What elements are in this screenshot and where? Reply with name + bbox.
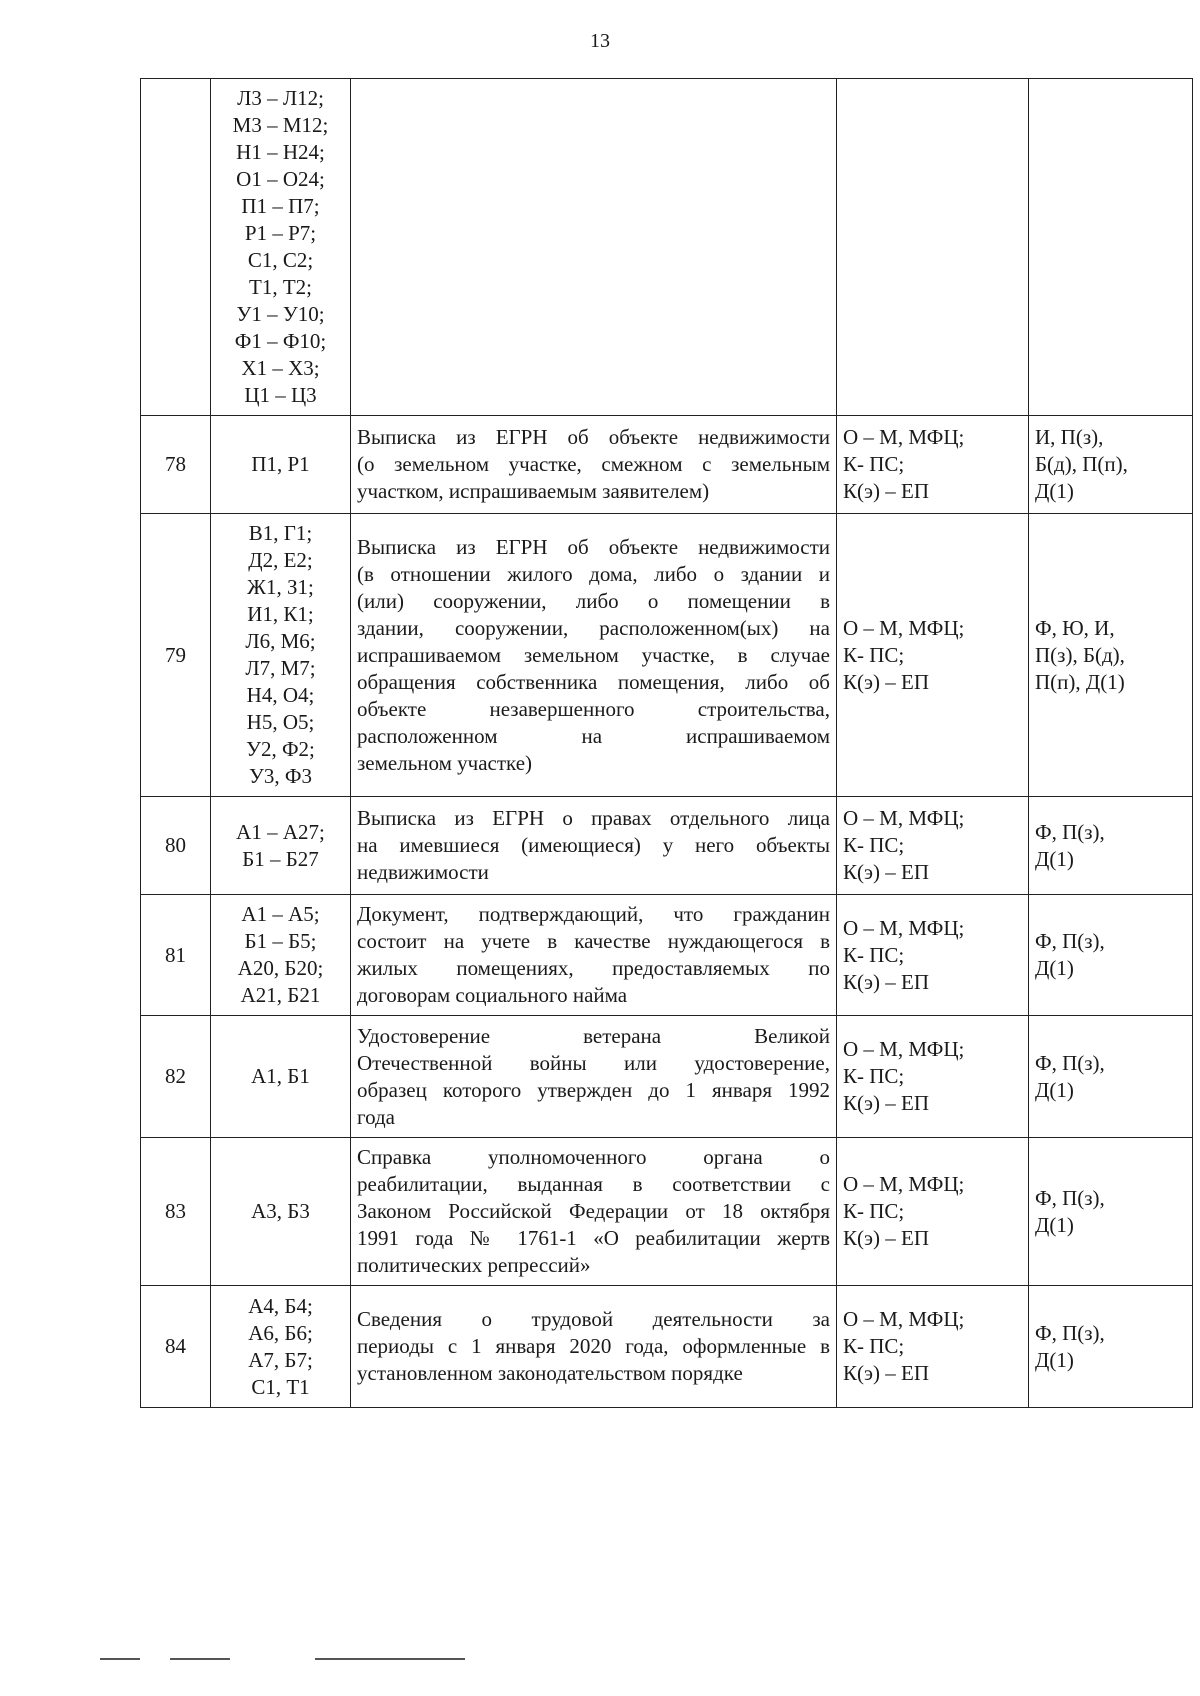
document-description-line: договорам социального найма — [357, 983, 628, 1007]
request-method-line: К- ПС; — [843, 452, 905, 476]
applicant-codes-line: Б1 – Б27 — [242, 846, 319, 871]
request-method-line: К(э) – ЕП — [843, 1361, 929, 1385]
applicant-category — [1029, 79, 1193, 416]
document-description-line: образец которого утвержден до 1 января 1992 — [357, 1077, 830, 1102]
document-description-line: испрашиваемом земельном участке, в случае — [357, 642, 830, 667]
document-description-line: Отечественной войны или удостоверение, — [357, 1050, 830, 1075]
request-method — [837, 1138, 1029, 1286]
applicant-codes — [211, 416, 351, 514]
applicant-codes-line: С1, С2; — [247, 248, 314, 272]
document-description-line: Выписка из ЕГРН об объекте недвижимости — [357, 425, 830, 449]
request-method-line: О – М, МФЦ; — [843, 615, 965, 640]
document-description-line: Сведения о трудовой деятельности за — [357, 1307, 830, 1331]
request-method-line: К- ПС; — [843, 942, 905, 967]
applicant-codes-line: У2, Ф2; — [246, 737, 315, 761]
applicant-codes-line: А6, Б6; — [248, 1320, 313, 1345]
document-description-line: (в отношении жилого дома, либо о здании и — [357, 561, 830, 586]
applicant-codes — [211, 1286, 351, 1408]
applicant-category-line: Д(1) — [1035, 846, 1074, 871]
applicant-category — [1029, 1016, 1193, 1138]
document-description — [351, 416, 837, 514]
request-method-line: О – М, МФЦ; — [843, 1172, 965, 1196]
footer-scan-marks — [100, 1658, 520, 1662]
request-method-line: К- ПС; — [843, 1199, 905, 1223]
request-method-line: К- ПС; — [843, 642, 905, 667]
request-method — [837, 416, 1029, 514]
request-method — [837, 1016, 1029, 1138]
table-body — [141, 79, 1193, 1408]
applicant-codes — [211, 514, 351, 797]
applicant-category-line: Ф, П(з), — [1035, 929, 1105, 953]
applicant-codes-line: Ф1 – Ф10; — [234, 329, 327, 353]
applicant-codes-line: О1 – О24; — [236, 167, 325, 191]
document-description — [351, 797, 837, 895]
applicant-category-line: Ф, П(з), — [1035, 1185, 1105, 1210]
applicant-codes-line: М3 – М12; — [232, 113, 329, 137]
table-row — [141, 895, 1193, 1016]
row-number — [141, 79, 211, 416]
applicant-category-line: Ф, П(з), — [1035, 1320, 1105, 1345]
table-row — [141, 416, 1193, 514]
applicant-codes-line: У3, Ф3 — [249, 764, 312, 788]
applicant-codes-line: Н5, О5; — [246, 710, 315, 734]
applicant-category — [1029, 416, 1193, 514]
applicant-category-line: Д(1) — [1035, 956, 1074, 980]
applicant-codes-line: Н4, О4; — [246, 683, 315, 707]
applicant-codes-line: А7, Б7; — [248, 1347, 313, 1372]
request-method — [837, 1286, 1029, 1408]
document-description-line: на имевшиеся (имеющиеся) у него объекты — [357, 833, 830, 857]
applicant-codes-line: Р1 – Р7; — [244, 221, 317, 245]
applicant-category-line: Б(д), П(п), — [1035, 452, 1128, 476]
document-description-line: Удостоверение ветерана Великой — [357, 1023, 830, 1048]
request-method — [837, 514, 1029, 797]
request-method — [837, 895, 1029, 1016]
table-row — [141, 797, 1193, 895]
row-number: 78 — [141, 416, 211, 514]
applicant-category-line: Д(1) — [1035, 1347, 1074, 1372]
applicant-codes-line: Х1 – Х3; — [241, 356, 320, 380]
document-description-line: политических репрессий» — [357, 1253, 591, 1277]
scan-mark — [170, 1658, 230, 1660]
row-number: 79 — [141, 514, 211, 797]
request-method-line: О – М, МФЦ; — [843, 806, 965, 830]
applicant-codes-line: Л6, М6; — [245, 629, 316, 653]
document-description — [351, 1286, 837, 1408]
table-row — [141, 1286, 1193, 1408]
document-description-line: года — [357, 1104, 395, 1129]
applicant-category-line: Д(1) — [1035, 1077, 1074, 1102]
applicant-category — [1029, 1138, 1193, 1286]
row-number: 83 — [141, 1138, 211, 1286]
applicant-codes — [211, 1016, 351, 1138]
document-description-line: (о земельном участке, смежном с земельным — [357, 452, 830, 476]
document-description-line: участком, испрашиваемым заявителем) — [357, 479, 710, 503]
applicant-codes-line: А4, Б4; — [248, 1293, 313, 1318]
document-description-line: земельном участке) — [357, 750, 533, 775]
documents-table — [140, 78, 1193, 1408]
request-method-line: К(э) – ЕП — [843, 479, 929, 503]
request-method — [837, 79, 1029, 416]
document-description-line: периоды с 1 января 2020 года, оформленные в — [357, 1334, 830, 1358]
applicant-category — [1029, 514, 1193, 797]
document-description — [351, 895, 837, 1016]
document-description-line: жилых помещениях, предоставляемых по — [357, 956, 830, 980]
table-row — [141, 1138, 1193, 1286]
applicant-category-line: Ф, Ю, И, — [1035, 615, 1115, 640]
request-method-line: О – М, МФЦ; — [843, 1307, 965, 1331]
applicant-codes-line: Л3 – Л12; — [237, 86, 324, 110]
page-number: 13 — [590, 30, 610, 52]
request-method-line: О – М, МФЦ; — [843, 1037, 965, 1061]
applicant-codes-line: А1, Б1 — [251, 1064, 310, 1088]
document-description-line: установленном законодательством порядке — [357, 1361, 743, 1385]
applicant-codes-line: С1, Т1 — [251, 1374, 310, 1399]
applicant-category-line: Д(1) — [1035, 479, 1074, 503]
applicant-codes — [211, 79, 351, 416]
document-description — [351, 1016, 837, 1138]
row-number: 80 — [141, 797, 211, 895]
table-row — [141, 1016, 1193, 1138]
row-number: 81 — [141, 895, 211, 1016]
request-method — [837, 797, 1029, 895]
document-description-line: Документ, подтверждающий, что гражданин — [357, 902, 830, 926]
applicant-codes — [211, 797, 351, 895]
applicant-codes — [211, 895, 351, 1016]
applicant-codes-line: Т1, Т2; — [249, 275, 312, 299]
document-description — [351, 79, 837, 416]
applicant-category — [1029, 797, 1193, 895]
applicant-category-line: Ф, П(з), — [1035, 1050, 1105, 1075]
document-description-line: обращения собственника помещения, либо об — [357, 669, 830, 694]
document-description-line: объекте незавершенного строительства, — [357, 696, 830, 721]
request-method-line: К(э) – ЕП — [843, 1091, 929, 1115]
row-number: 82 — [141, 1016, 211, 1138]
request-method-line: К(э) – ЕП — [843, 669, 929, 694]
applicant-codes-line: А21, Б21 — [240, 983, 321, 1007]
request-method-line: К(э) – ЕП — [843, 969, 929, 994]
document-description-line: 1991 года № 1761-1 «О реабилитации жертв — [357, 1226, 830, 1250]
applicant-codes — [211, 1138, 351, 1286]
table-row — [141, 79, 1193, 416]
applicant-category — [1029, 1286, 1193, 1408]
document-description — [351, 514, 837, 797]
request-method-line: О – М, МФЦ; — [843, 915, 965, 940]
applicant-category-line: П(п), Д(1) — [1035, 669, 1125, 694]
request-method-line: К- ПС; — [843, 1064, 905, 1088]
request-method-line: О – М, МФЦ; — [843, 425, 965, 449]
scan-mark — [315, 1658, 465, 1660]
document-description — [351, 1138, 837, 1286]
table-row — [141, 514, 1193, 797]
applicant-codes-line: А1 – А27; — [236, 819, 325, 844]
request-method-line: К- ПС; — [843, 833, 905, 857]
request-method-line: К- ПС; — [843, 1334, 905, 1358]
document-description-line: Выписка из ЕГРН об объекте недвижимости — [357, 534, 830, 559]
scan-mark — [100, 1658, 140, 1660]
applicant-codes-line: Ж1, З1; — [247, 575, 314, 599]
document-description-line: Выписка из ЕГРН о правах отдельного лица — [357, 806, 830, 830]
document-description-line: реабилитации, выданная в соответствии с — [357, 1172, 830, 1196]
request-method-line: К(э) – ЕП — [843, 1226, 929, 1250]
document-description-line: расположенном на испрашиваемом — [357, 723, 830, 748]
document-description-line: здании, сооружении, расположенном(ых) на — [357, 615, 830, 640]
applicant-codes-line: Л7, М7; — [245, 656, 316, 680]
request-method-line: К(э) – ЕП — [843, 860, 929, 884]
applicant-codes-line: В1, Г1; — [248, 521, 313, 545]
applicant-codes-line: П1 – П7; — [241, 194, 320, 218]
document-description-line: (или) сооружении, либо о помещении в — [357, 588, 830, 613]
applicant-codes-line: Б1 – Б5; — [244, 929, 317, 953]
applicant-category-line: И, П(з), — [1035, 425, 1104, 449]
applicant-codes-line: Ц1 – Ц3 — [244, 383, 317, 407]
row-number: 84 — [141, 1286, 211, 1408]
document-description-line: Законом Российской Федерации от 18 октября — [357, 1199, 830, 1223]
applicant-category-line: П(з), Б(д), — [1035, 642, 1125, 667]
applicant-category-line: Ф, П(з), — [1035, 819, 1105, 844]
applicant-codes-line: П1, Р1 — [251, 452, 310, 476]
applicant-codes-line: Д2, Е2; — [248, 548, 313, 572]
document-description-line: недвижимости — [357, 860, 489, 884]
applicant-codes-line: А20, Б20; — [237, 956, 324, 980]
document-description-line: состоит на учете в качестве нуждающегося в — [357, 929, 830, 953]
applicant-codes-line: А3, Б3 — [251, 1199, 310, 1223]
applicant-codes-line: У1 – У10; — [236, 302, 325, 326]
applicant-codes-line: А1 – А5; — [241, 902, 320, 926]
applicant-codes-line: И1, К1; — [247, 602, 314, 626]
applicant-codes-line: Н1 – Н24; — [236, 140, 325, 164]
applicant-category-line: Д(1) — [1035, 1212, 1074, 1237]
document-description-line: Справка уполномоченного органа о — [357, 1145, 830, 1169]
applicant-category — [1029, 895, 1193, 1016]
